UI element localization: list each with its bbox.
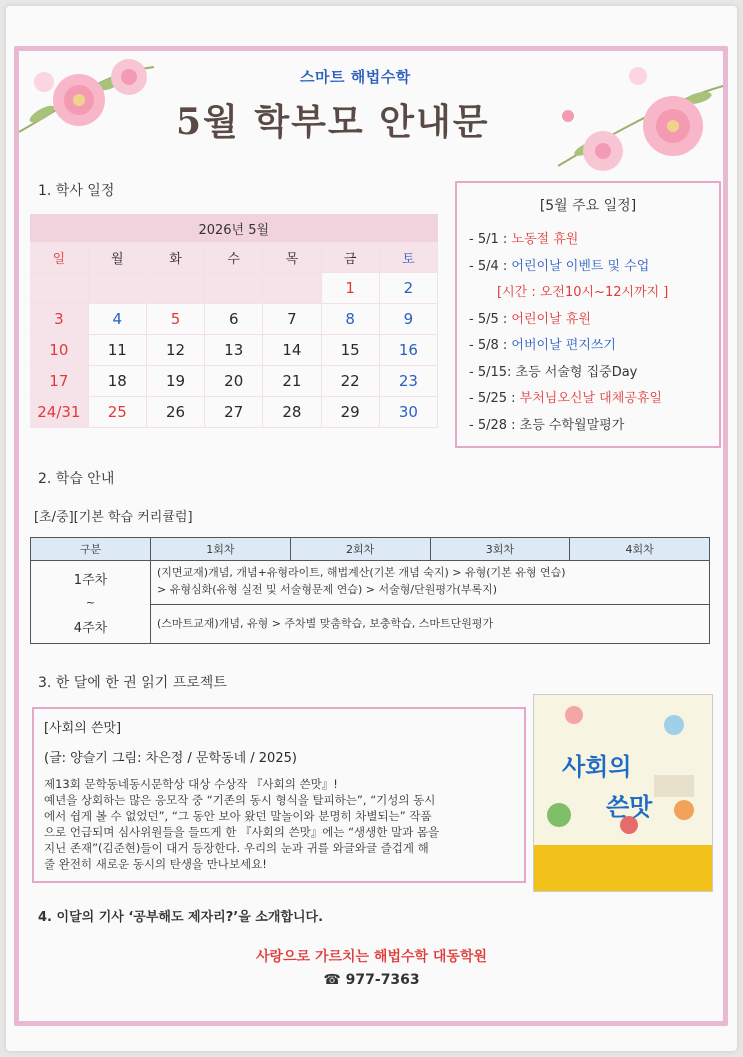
curriculum-subheading: [초/중][기본 학습 커리큘럼]: [34, 510, 193, 525]
calendar-table: [30, 214, 438, 428]
schedule-item: [469, 386, 719, 413]
weekday-sat: 토: [379, 242, 437, 273]
calendar-day: [205, 273, 263, 304]
academy-slogan: 사랑으로 가르치는 해법수학 대동학원: [255, 949, 487, 965]
curriculum-row: [31, 561, 710, 605]
calendar-day: 8: [321, 304, 379, 335]
section4-heading: 4. 이달의 기사 ‘공부해도 제자리?’을 소개합니다.: [38, 910, 324, 925]
schedule-heading: [5월 주요 일정]: [539, 198, 637, 214]
book-description-line: 제13회 문학동네동시문학상 대상 수상작 『사회의 쓴맛』!: [44, 777, 338, 791]
schedule-date: - 5/5 :: [469, 311, 512, 327]
book-credit: (글: 양슬기 그림: 차은정 / 문학동네 / 2025): [44, 751, 297, 766]
schedule-text: 초등 수학월말평가: [519, 417, 625, 433]
calendar-week-1: [30, 273, 438, 304]
section1-heading: 1. 학사 일정: [38, 183, 115, 199]
book-description: [44, 776, 514, 872]
curriculum-header-cell: 2회차: [290, 538, 430, 561]
weekday-fri: 금: [321, 242, 379, 273]
schedule-item: [469, 307, 719, 334]
curriculum-header-cell: 4회차: [570, 538, 710, 561]
calendar-day: 12: [146, 335, 204, 366]
schedule-text: 초등 서술형 집중Day: [515, 364, 638, 380]
calendar-day: 20: [205, 366, 263, 397]
calendar-day: 1: [321, 273, 379, 304]
week-label-mid: ~: [85, 595, 96, 609]
curriculum-print-cell: [151, 561, 710, 605]
schedule-item: [469, 254, 719, 281]
book-description-line: 지닌 존재”(김준현)들이 대거 등장한다. 우리의 눈과 귀를 와글와글 즐겁게 해: [44, 841, 429, 855]
curriculum-header-cell: 3회차: [430, 538, 570, 561]
schedule-list: [457, 227, 719, 439]
schedule-item: [469, 227, 719, 254]
calendar-day: 14: [263, 335, 321, 366]
weekday-wed: 수: [205, 242, 263, 273]
calendar-week-4: [30, 366, 438, 397]
section3-heading: 3. 한 달에 한 권 읽기 프로젝트: [38, 675, 227, 691]
calendar-day: [146, 273, 204, 304]
brand-logo-part2: 해법수학: [350, 68, 411, 86]
calendar-day: [263, 273, 321, 304]
schedule-item: [469, 360, 719, 387]
book-cover-image: [533, 694, 713, 892]
calendar-day: 13: [205, 335, 263, 366]
calendar-day: 7: [263, 304, 321, 335]
calendar-day: 11: [88, 335, 146, 366]
calendar-day: 4: [88, 304, 146, 335]
weekday-sun: 일: [30, 242, 88, 273]
flower-decoration-right-icon: [548, 56, 728, 176]
calendar-day: 29: [321, 397, 379, 428]
curriculum-header-cell: 1회차: [151, 538, 291, 561]
calendar-day: 24/31: [30, 397, 88, 428]
calendar-day: 17: [30, 366, 88, 397]
schedule-date: - 5/28 :: [469, 417, 520, 433]
weekday-thu: 목: [263, 242, 321, 273]
book-cover-band: [534, 845, 712, 891]
calendar-day: 6: [205, 304, 263, 335]
schedule-date: - 5/8 :: [469, 338, 512, 353]
week-label-bottom: 4주차: [73, 620, 108, 636]
calendar-day: 28: [263, 397, 321, 428]
calendar-day: 3: [30, 304, 88, 335]
schedule-item: [469, 280, 719, 307]
calendar-day: 23: [379, 366, 437, 397]
calendar-day: 9: [379, 304, 437, 335]
calendar-day: 16: [379, 335, 437, 366]
calendar-day: 27: [205, 397, 263, 428]
calendar-day: 21: [263, 366, 321, 397]
book-cover-title-2: 쓴맛: [606, 793, 653, 821]
calendar-day: 15: [321, 335, 379, 366]
weekday-tue: 화: [146, 242, 204, 273]
monthly-schedule-box: [455, 181, 721, 448]
calendar-week-3: [30, 335, 438, 366]
page-title: 5월 학부모 안내문: [176, 101, 490, 143]
schedule-date: - 5/25 :: [469, 391, 520, 406]
schedule-date: - 5/4 :: [469, 258, 512, 274]
section2-heading: 2. 학습 안내: [38, 471, 115, 487]
calendar-weekday-row: [30, 242, 438, 273]
book-info-box: [32, 707, 526, 883]
flower-decoration-left-icon: [14, 52, 164, 152]
calendar-day: 19: [146, 366, 204, 397]
curriculum-line: > 유형심화(유형 실전 및 서술형문제 연습) > 서술형/단원평가(부록지): [157, 583, 498, 596]
curriculum-header-cell: 구분: [31, 538, 151, 561]
curriculum-header-row: [31, 538, 710, 561]
calendar-day: 26: [146, 397, 204, 428]
calendar-day: [88, 273, 146, 304]
book-description-line: 으로 언급되며 심사위원들을 들뜨게 한 『사회의 쓴맛』에는 “생생한 말과 몸을: [44, 825, 440, 839]
calendar-week-2: [30, 304, 438, 335]
calendar-week-5: [30, 397, 438, 428]
schedule-text: 어린이날 휴원: [511, 311, 591, 327]
schedule-text: 부처님오신날 대체공휴일: [519, 391, 662, 406]
calendar-day: 18: [88, 366, 146, 397]
week-range-cell: [31, 561, 151, 644]
calendar-day: 25: [88, 397, 146, 428]
academy-phone: ☎ 977-7363: [323, 972, 420, 988]
schedule-text: 어버이날 편지쓰기: [511, 338, 616, 353]
calendar-day: 2: [379, 273, 437, 304]
calendar-day: 30: [379, 397, 437, 428]
schedule-date: - 5/1 :: [469, 232, 512, 247]
book-description-line: 줄 완전히 새로운 동시의 탄생을 만나보세요!: [44, 857, 267, 871]
brand-logo: [300, 66, 411, 87]
schedule-text: 노동절 휴원: [511, 232, 579, 247]
curriculum-table: [30, 537, 710, 644]
weekday-mon: 월: [88, 242, 146, 273]
schedule-text: 어린이날 이벤트 및 수업: [511, 258, 650, 274]
calendar-day: 10: [30, 335, 88, 366]
schedule-item: [469, 333, 719, 360]
book-description-line: 에서 쉽게 볼 수 없었던”, “그 동안 보아 왔던 말놀이와 분명히 차별되는” 작품: [44, 809, 432, 823]
week-label-top: 1주차: [73, 572, 108, 588]
calendar-day: [30, 273, 88, 304]
calendar-day: 5: [146, 304, 204, 335]
schedule-date: - 5/15:: [469, 364, 516, 380]
schedule-text: [시간 : 오전10시~12시까지 ]: [497, 285, 669, 300]
calendar-month-label: 2026년 5월: [30, 214, 438, 242]
calendar-day: 22: [321, 366, 379, 397]
brand-logo-part1: 스마트: [300, 68, 345, 86]
book-description-line: 예년을 상회하는 많은 응모작 중 “기존의 동시 형식을 탈피하는”, “기성의 동시: [44, 793, 436, 807]
schedule-item: [469, 413, 719, 440]
curriculum-smart-cell: (스마트교재)개념, 유형 > 주차별 맞춤학습, 보충학습, 스마트단원평가: [151, 604, 710, 643]
book-title: [사회의 쓴맛]: [44, 721, 122, 736]
curriculum-line: (지면교재)개념, 개념+유형라이트, 해법계산(기본 개념 숙지) > 유형(기본 유형 연습): [157, 566, 566, 579]
book-cover-title-1: 사회의: [562, 753, 632, 781]
